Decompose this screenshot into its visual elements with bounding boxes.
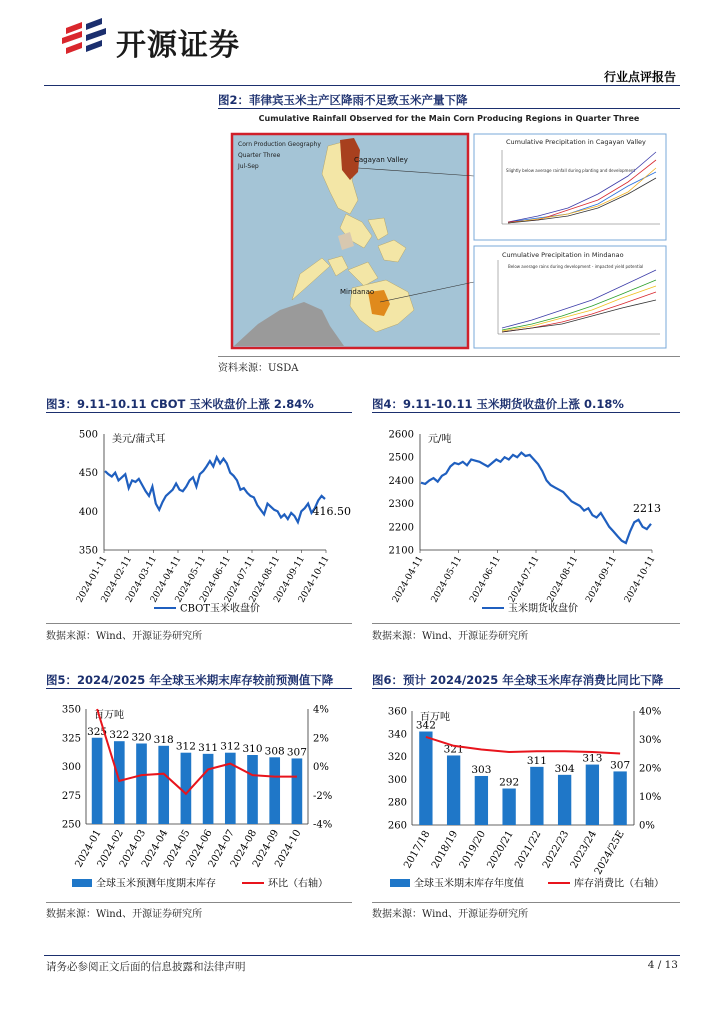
x-tick-label: 2018/19 bbox=[429, 829, 461, 871]
bar-value-label: 307 bbox=[286, 746, 307, 759]
fig3-chart bbox=[46, 414, 352, 620]
fig2-map-legend-2: Quarter Three bbox=[238, 152, 281, 159]
right-tick-label: 40% bbox=[639, 706, 662, 718]
bar bbox=[203, 754, 214, 824]
bar bbox=[247, 755, 258, 824]
y-tick-label: 500 bbox=[78, 429, 98, 441]
legend-label: 玉米期货收盘价 bbox=[508, 603, 578, 615]
bar-value-label: 311 bbox=[198, 741, 219, 754]
y-tick-label: 2500 bbox=[388, 452, 414, 464]
y-tick-label: 2200 bbox=[388, 522, 414, 534]
right-tick-label: 0% bbox=[639, 820, 655, 832]
x-tick-label: 2024-09-11 bbox=[584, 554, 619, 605]
x-tick-label: 2024/25E bbox=[592, 829, 627, 877]
x-tick-label: 2024-07-11 bbox=[506, 554, 542, 605]
x-tick-label: 2024-06-11 bbox=[198, 554, 233, 605]
x-tick-label: 2024-05 bbox=[162, 828, 193, 870]
x-tick-label: 2024-05-11 bbox=[173, 554, 209, 605]
y-tick-label: 2100 bbox=[388, 545, 414, 557]
x-tick-label: 2024-02-11 bbox=[99, 554, 135, 605]
series-line bbox=[421, 453, 651, 543]
fig3-title: 图3：9.11-10.11 CBOT 玉米收盘价上涨 2.84% bbox=[46, 397, 314, 411]
bar bbox=[158, 746, 169, 824]
bar-value-label: 311 bbox=[526, 754, 547, 767]
legend-bar-label: 全球玉米预测年度期末库存 bbox=[96, 878, 216, 890]
right-tick-label: 20% bbox=[639, 763, 662, 775]
fig2-map-legend-3: Jul-Sep bbox=[238, 163, 259, 170]
x-tick-label: 2024-10-11 bbox=[622, 554, 658, 605]
fig6-chart bbox=[372, 690, 680, 900]
left-tick-label: 275 bbox=[61, 790, 81, 802]
bar bbox=[92, 738, 103, 824]
fig5-source: 数据来源：Wind、开源证券研究所 bbox=[46, 909, 203, 920]
x-tick-label: 2024-06 bbox=[184, 828, 215, 870]
bar-value-label: 312 bbox=[175, 740, 196, 753]
x-tick-label: 2024-09-11 bbox=[272, 554, 307, 605]
fig2-inset-top bbox=[474, 134, 666, 240]
left-tick-label: 360 bbox=[387, 706, 407, 718]
bar bbox=[269, 757, 280, 824]
x-tick-label: 2024-05-11 bbox=[429, 554, 465, 605]
svg-text:Slightly below average rainfal: Slightly below average rainfall during planting and development bbox=[506, 168, 636, 173]
unit-label: 百万吨 bbox=[420, 712, 450, 723]
svg-text:Cumulative Precipitation in Mi: Cumulative Precipitation in Mindanao bbox=[502, 251, 624, 259]
fig2-map-title: Cumulative Rainfall Observed for the Main Corn Producing Regions in Quarter Three bbox=[258, 114, 640, 123]
footer-rule bbox=[44, 955, 680, 956]
x-tick-label: 2024-04-11 bbox=[390, 554, 426, 605]
fig5-chart bbox=[46, 690, 352, 900]
x-tick-label: 2024-10-11 bbox=[296, 554, 332, 605]
bar-value-label: 304 bbox=[554, 762, 575, 775]
x-tick-label: 2024-07-11 bbox=[222, 554, 258, 605]
fig4-chart bbox=[372, 414, 680, 620]
left-tick-label: 340 bbox=[387, 729, 407, 741]
x-tick-label: 2024-10 bbox=[273, 828, 304, 870]
bar bbox=[502, 789, 515, 825]
bar bbox=[475, 776, 488, 825]
x-tick-label: 2024-04 bbox=[139, 828, 171, 870]
x-tick-label: 2024-08-11 bbox=[545, 554, 581, 605]
bar bbox=[586, 765, 599, 825]
right-tick-label: 2% bbox=[313, 733, 329, 745]
brand-logo bbox=[58, 18, 268, 62]
end-value-label: 2213 bbox=[633, 501, 661, 515]
bar bbox=[114, 741, 125, 824]
bar-value-label: 322 bbox=[109, 729, 130, 742]
bar bbox=[613, 771, 626, 825]
fig6-title: 图6：预计 2024/2025 年全球玉米库存消费比同比下降 bbox=[372, 673, 664, 687]
legend-bar-label: 全球玉米期末库存年度值 bbox=[414, 878, 524, 890]
x-tick-label: 2024-04-11 bbox=[148, 554, 184, 605]
x-tick-label: 2019/20 bbox=[457, 829, 488, 871]
unit-label: 美元/蒲式耳 bbox=[112, 434, 166, 445]
left-tick-label: 320 bbox=[387, 752, 407, 764]
right-tick-label: 10% bbox=[639, 792, 662, 803]
bar-value-label: 321 bbox=[443, 743, 464, 756]
right-tick-label: -2% bbox=[313, 790, 333, 802]
x-tick-label: 2023/24 bbox=[568, 829, 599, 871]
legend-bar-swatch bbox=[390, 879, 410, 887]
svg-text:Cumulative Precipitation in Ca: Cumulative Precipitation in Cagayan Valley bbox=[506, 138, 646, 146]
fig2-map-figure bbox=[218, 110, 680, 354]
series-line bbox=[105, 457, 325, 522]
unit-label: 元/吨 bbox=[428, 434, 452, 445]
end-value-label: 416.50 bbox=[312, 504, 351, 518]
right-tick-label: 0% bbox=[313, 762, 329, 773]
header-rule bbox=[44, 85, 680, 86]
y-tick-label: 2600 bbox=[388, 429, 414, 441]
x-tick-label: 2024-03-11 bbox=[124, 554, 159, 605]
x-tick-label: 2024-09 bbox=[250, 828, 282, 870]
right-tick-label: 4% bbox=[313, 704, 329, 716]
bar-value-label: 342 bbox=[415, 719, 436, 732]
report-type: 行业点评报告 bbox=[603, 70, 676, 84]
bar bbox=[292, 758, 303, 824]
x-tick-label: 2024-07 bbox=[206, 828, 237, 870]
x-tick-label: 2024-06-11 bbox=[468, 554, 503, 605]
bar-value-label: 318 bbox=[153, 733, 174, 746]
x-tick-label: 2024-02 bbox=[95, 828, 126, 870]
bar-value-label: 313 bbox=[582, 752, 603, 765]
y-tick-label: 400 bbox=[78, 506, 98, 518]
logo-mark-icon bbox=[58, 18, 118, 62]
left-tick-label: 325 bbox=[61, 733, 81, 745]
fig2-title-rule bbox=[218, 108, 680, 109]
left-tick-label: 250 bbox=[61, 819, 81, 831]
fig2-title: 图2：菲律宾玉米主产区降雨不足致玉米产量下降 bbox=[218, 93, 468, 107]
bar bbox=[447, 755, 460, 825]
legend-line-label: 库存消费比（右轴） bbox=[574, 878, 664, 890]
x-tick-label: 2022/23 bbox=[540, 829, 572, 871]
bar-value-label: 320 bbox=[131, 731, 152, 744]
brand-name: 开源证券 bbox=[116, 28, 240, 63]
left-tick-label: 300 bbox=[387, 774, 407, 786]
left-tick-label: 280 bbox=[387, 797, 407, 809]
fig2-inset-bottom bbox=[474, 246, 666, 348]
bar-value-label: 307 bbox=[610, 759, 631, 772]
x-tick-label: 2021/22 bbox=[513, 829, 544, 871]
right-tick-label: -4% bbox=[313, 819, 333, 831]
left-tick-label: 350 bbox=[61, 704, 81, 716]
footer-disclaimer: 请务必参阅正文后面的信息披露和法律声明 bbox=[46, 961, 246, 973]
svg-text:Below average rains during dev: Below average rains during development - impacted yield potential bbox=[508, 264, 644, 269]
x-tick-label: 2024-01 bbox=[73, 828, 104, 870]
fig4-title: 图4：9.11-10.11 玉米期货收盘价上涨 0.18% bbox=[372, 397, 624, 411]
x-tick-label: 2020/21 bbox=[485, 829, 516, 871]
fig3-source: 数据来源：Wind、开源证券研究所 bbox=[46, 631, 203, 642]
fig4-source: 数据来源：Wind、开源证券研究所 bbox=[372, 631, 529, 642]
y-tick-label: 2300 bbox=[388, 499, 414, 511]
left-tick-label: 300 bbox=[61, 762, 81, 773]
bar bbox=[530, 767, 543, 825]
x-tick-label: 2024-08 bbox=[228, 828, 260, 870]
bar-value-label: 292 bbox=[499, 776, 520, 789]
y-tick-label: 2400 bbox=[388, 475, 414, 487]
bar-value-label: 325 bbox=[87, 725, 108, 738]
y-tick-label: 350 bbox=[78, 545, 98, 557]
fig2-region-south-label: Mindanao bbox=[340, 288, 375, 296]
fig2-region-north-label: Cagayan Valley bbox=[354, 156, 408, 164]
bar-value-label: 312 bbox=[220, 740, 241, 753]
legend-label: CBOT玉米收盘价 bbox=[180, 603, 261, 615]
bar bbox=[136, 744, 147, 825]
fig5-title: 图5：2024/2025 年全球玉米期末库存较前预测值下降 bbox=[46, 673, 334, 687]
bar bbox=[558, 775, 571, 825]
left-tick-label: 260 bbox=[387, 820, 407, 832]
fig2-map-legend-1: Corn Production Geography bbox=[238, 141, 321, 148]
page-number: 4 / 13 bbox=[647, 959, 678, 971]
bar-value-label: 308 bbox=[264, 745, 285, 758]
x-tick-label: 2024-08-11 bbox=[247, 554, 283, 605]
legend-bar-swatch bbox=[72, 879, 92, 887]
fig6-source: 数据来源：Wind、开源证券研究所 bbox=[372, 909, 529, 920]
bar bbox=[419, 732, 432, 825]
fig2-source: 资料来源：USDA bbox=[218, 363, 299, 374]
x-tick-label: 2017/18 bbox=[402, 829, 433, 871]
bar-value-label: 303 bbox=[471, 763, 492, 776]
y-tick-label: 450 bbox=[78, 468, 98, 480]
x-tick-label: 2024-01-11 bbox=[74, 554, 110, 605]
right-tick-label: 30% bbox=[639, 735, 662, 746]
unit-label: 百万吨 bbox=[94, 710, 124, 721]
legend-line-label: 环比（右轴） bbox=[268, 878, 328, 890]
x-tick-label: 2024-03 bbox=[117, 828, 149, 870]
bar-value-label: 310 bbox=[242, 743, 263, 755]
